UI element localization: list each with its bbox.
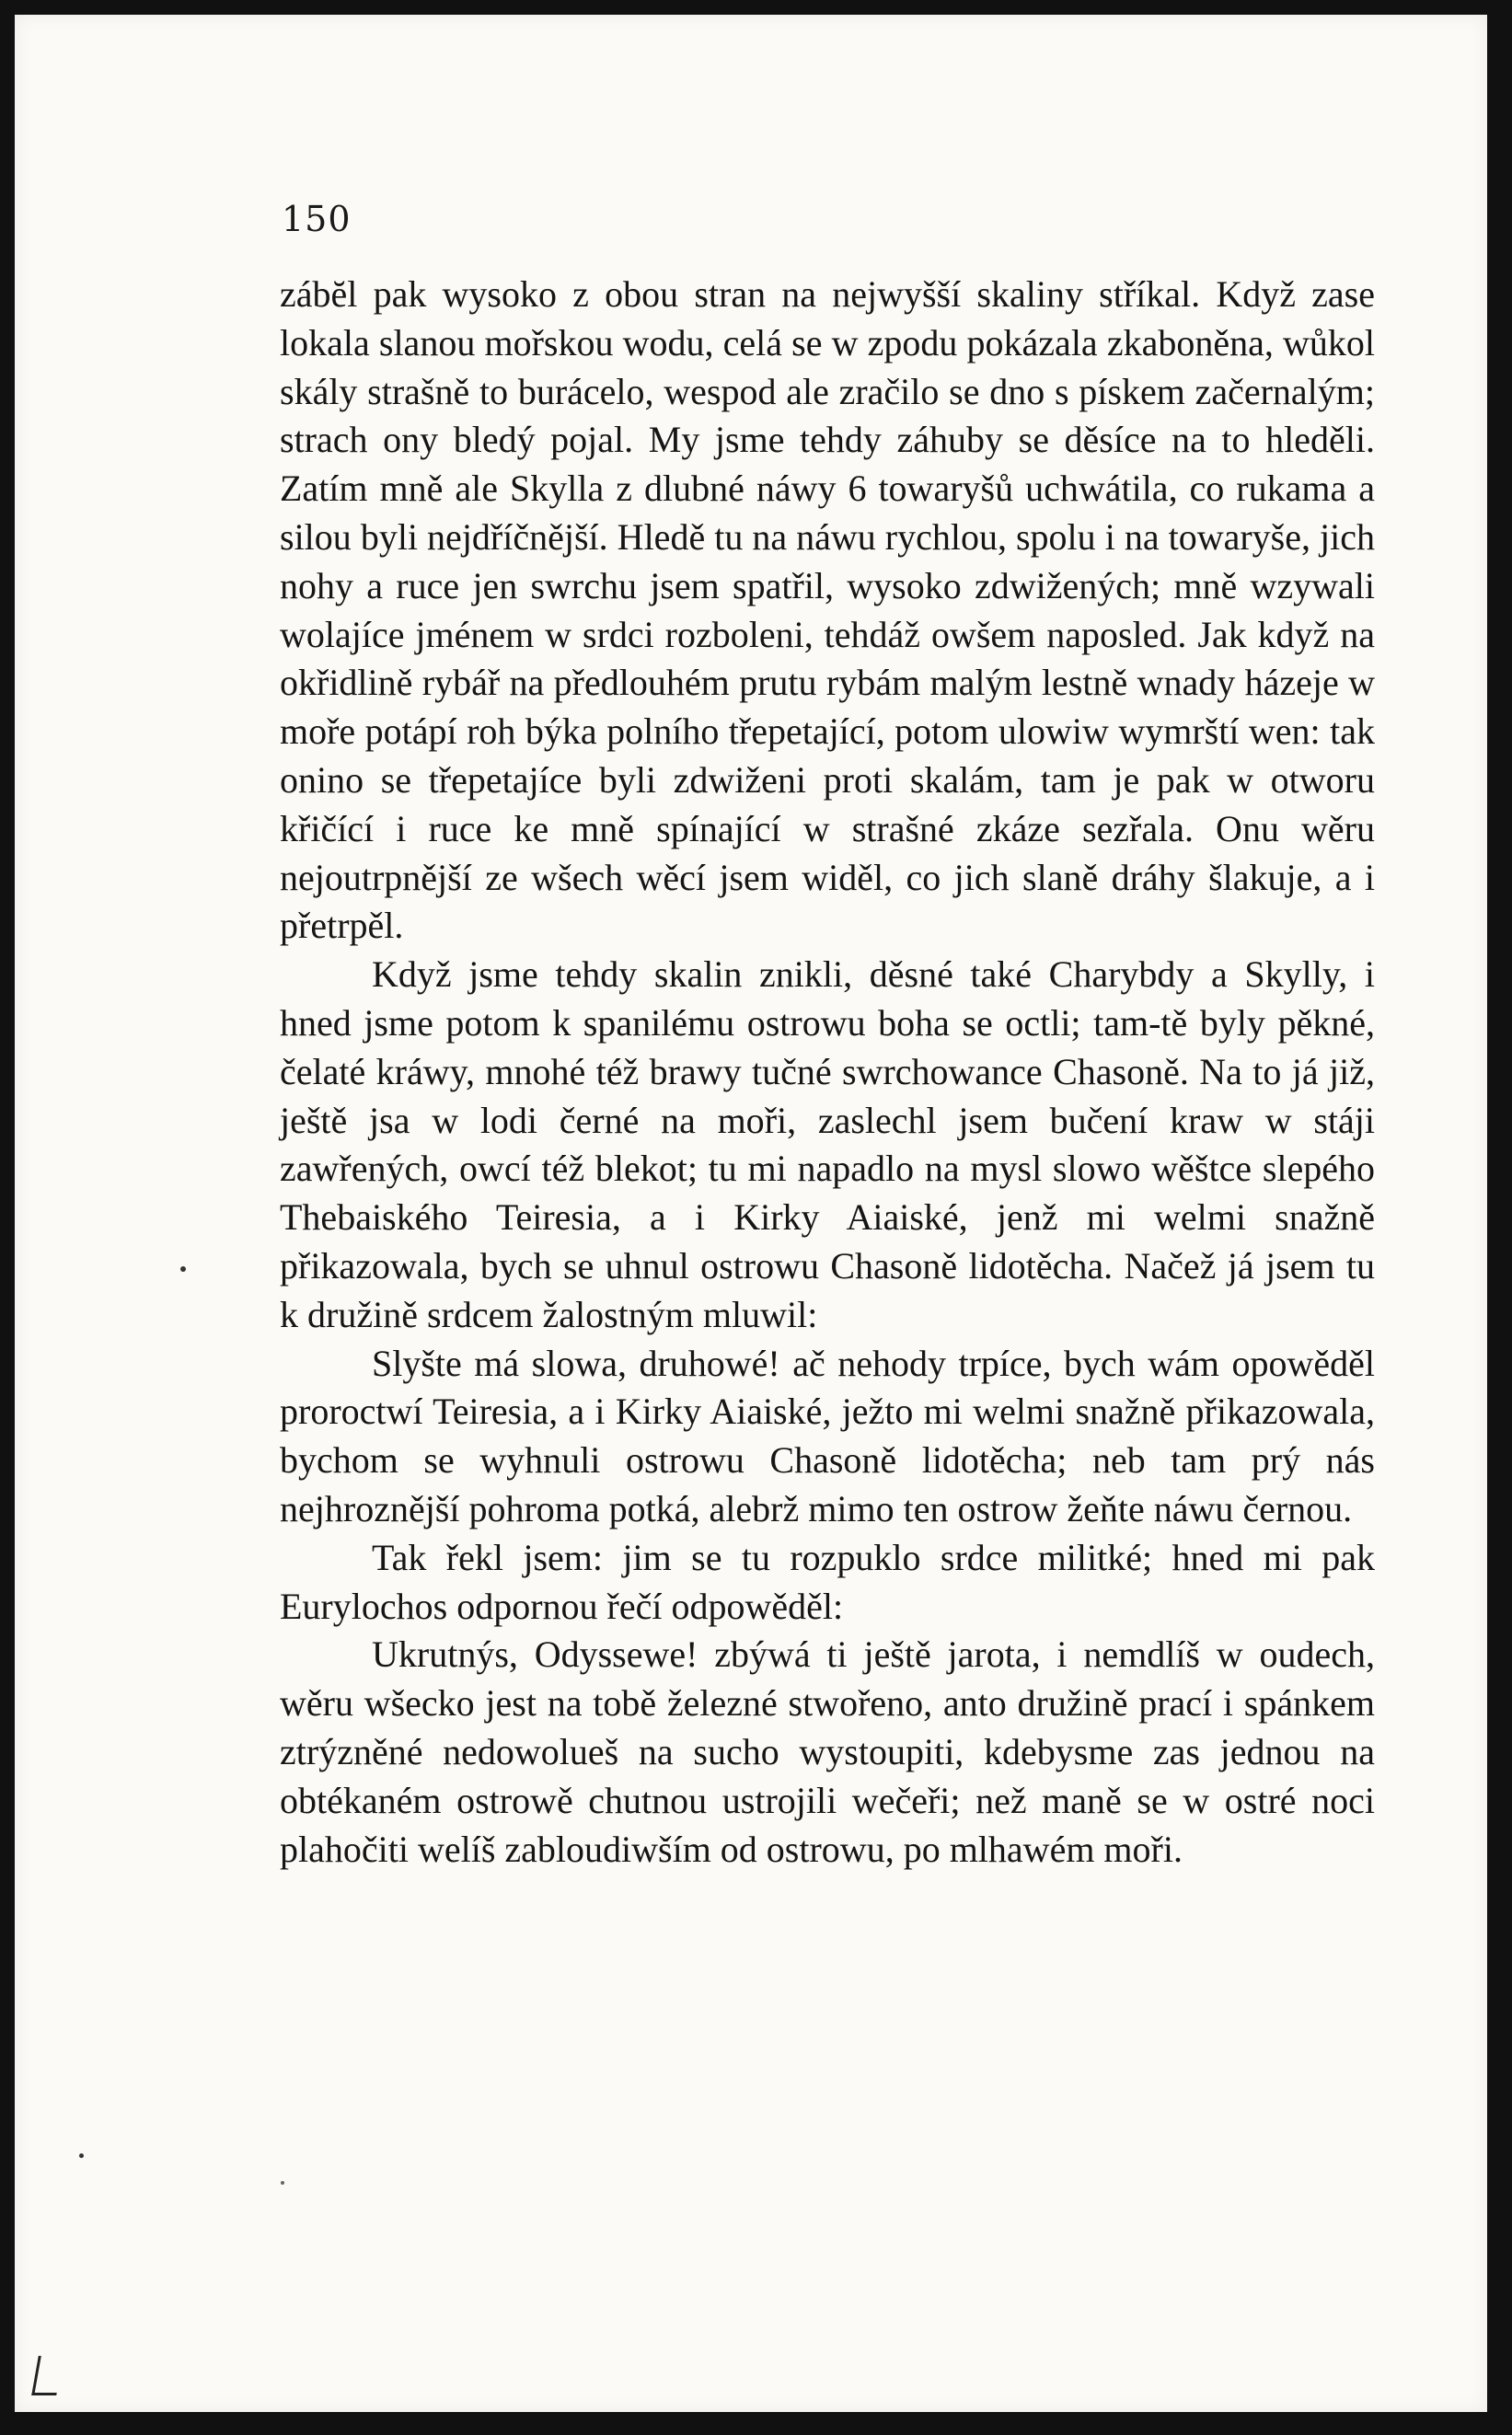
scan-speck — [180, 1266, 186, 1272]
page-number: 150 — [282, 199, 352, 239]
paragraph-5: Ukrutnýs, Odyssewe! zbýwá ti ještě jarota, i nemdlíš w oudech, wěru wšecko jest na tobě železné stwořeno, anto družině prací i spánkem ztrýzněné nedowolueš na sucho wystoupiti, kdebysme zas jednou na obtékaném ostrowě chutnou ustrojili wečeři; než maně se w ostré noci plahočiti welíš zabloudiwším od ostrowu, po mlhawém moři. — [280, 1633, 1375, 1870]
paragraph-2: Když jsme tehdy skalin znikli, děsné také Charybdy a Skylly, i hned jsme potom k spanilému ostrowu boha se octli; tam-tě byly pěkné, čelaté kráwy, mnohé též brawy tučné swrchowance Chasoně. Na to já již, ještě jsa w lodi černé na moři, zaslechl jsem bučení kraw w stáji zawřených, owcí též blekot; tu mi napadlo na mysl slowo wěštce slepého Thebaiského Teiresia, a i Kirky Aiaiské, jenž mi welmi snažně přikazowala, bych se uhnul ostrowu Chasoně lidotěcha. Načež já jsem tu k družině srdcem žalostným mluwil: — [280, 953, 1375, 1335]
paragraph-3: Slyšte má slowa, druhowé! ač nehody trpíce, bych wám opowěděl proroctwí Teiresia, a i Kirky Aiaiské, ježto mi welmi snažně přikazowala, bychom se wyhnuli ostrowu Chasoně lidotěcha; neb tam prý nás nejhroznější pohroma potká, alebrž mimo ten ostrow žeňte náwu černou. — [280, 1342, 1375, 1529]
paragraph-1: zábĕl pak wysoko z obou stran na nejwyšší skaliny stříkal. Když zase lokala slanou mořskou wodu, celá se w zpodu pokázala zkaboněna, wůkol skály strašně to burácelo, wespod ale zračilo se dno s pískem začernalým; strach ony bledý pojal. My jsme tehdy záhuby se děsíce na to hleděli. Zatím mně ale Skylla z dlubné náwy 6 towaryšů uchwátila, co rukama a silou byli nejdříčnější. Hledě tu na náwu rychlou, spolu i na towaryše, jich nohy a ruce jen swrchu jsem spatřil, wysoko zdwižených; mně wzywali wolajíce jménem w srdci rozboleni, tehdáž owšem naposled. Jak když na okřidlině rybář na předlouhém prutu rybám malým lestně wnady házeje w moře potápí roh býka polního třepetající, potom ulowiw wymrští wen: tak onino se třepetajíce byli zdwiženi proti skalám, tam je pak w otworu křičící i ruce ke mně spínající w strašné zkáze sezřala. Onu wěru nejoutrpnější ze wšech wěcí jsem widěl, co jich slaně dráhy šlakuje, a i přetrpěl. — [280, 273, 1375, 947]
book-page — [15, 15, 1487, 2412]
body-text — [280, 271, 1375, 1874]
paragraph-4: Tak řekl jsem: jim se tu rozpuklo srdce militké; hned mi pak Eurylochos odpornou řečí odpowěděl: — [280, 1536, 1375, 1627]
scan-speck — [281, 2181, 284, 2185]
scan-speck — [79, 2153, 84, 2158]
